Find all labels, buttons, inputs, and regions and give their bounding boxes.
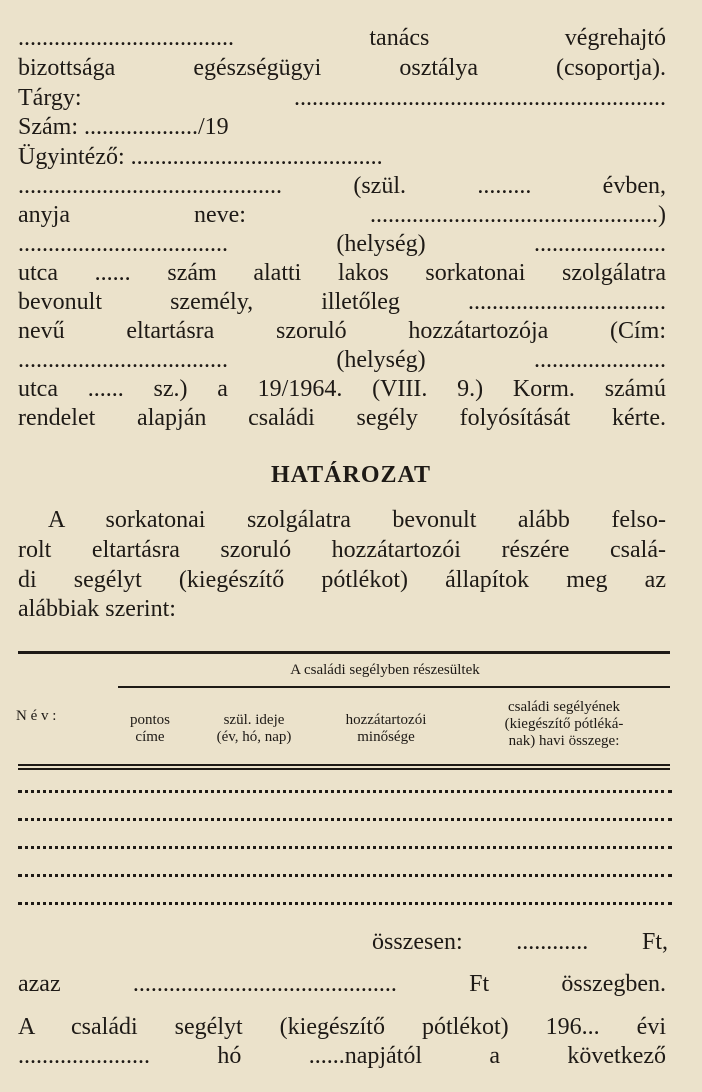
- table-header-rule-2: [18, 768, 670, 770]
- column-address-line-1: pontos: [129, 712, 170, 728]
- table-top-rule: [18, 651, 670, 654]
- column-birth-line-1: szül. ideje: [223, 712, 285, 728]
- column-relation-header: [320, 712, 452, 746]
- table-group-header: A családi segélyben részesültek: [290, 662, 480, 678]
- column-name-header: N é v :: [16, 708, 57, 724]
- column-birth-header: [188, 712, 320, 746]
- column-relation-line-1: hozzátartozói: [345, 712, 427, 728]
- column-address-line-2: címe: [135, 729, 165, 745]
- total-line: összesen: ............ Ft,: [372, 929, 668, 955]
- table-row: [18, 842, 672, 849]
- table-row: [18, 870, 672, 877]
- column-amount-line-1: családi segélyének: [507, 699, 621, 715]
- column-relation-line-2: minősége: [357, 729, 415, 745]
- table-row: [18, 898, 672, 905]
- number-line: Szám: .................../19: [18, 114, 229, 140]
- dependant-line: nevű eltartásra szoruló hozzátartozója (Cím:: [18, 318, 666, 344]
- column-amount-line-2: (kiegészítő pótléká-: [504, 716, 624, 732]
- enlisted-line: bevonult személy, illetőleg .................................: [18, 289, 666, 315]
- intro-line-1: A sorkatonai szolgálatra bevonult alább felso-: [48, 507, 666, 533]
- table-row: [18, 786, 672, 793]
- subject-line: Tárgy: ..............................................................: [18, 85, 666, 111]
- column-address-header: [110, 712, 190, 746]
- mother-name-line: anyja neve: ................................................): [18, 202, 666, 228]
- officer-line: Ügyintéző: ..........................................: [18, 144, 383, 170]
- intro-line-3: di segélyt (kiegészítő pótlékot) állapítok meg az: [18, 567, 666, 593]
- table-row: [18, 814, 672, 821]
- street-line-1: utca ...... szám alatti lakos sorkatonai szolgálatra: [18, 260, 666, 286]
- in-words-line: azaz ............................................ Ft összegben.: [18, 971, 666, 997]
- intro-line-4: alábbiak szerint:: [18, 596, 176, 622]
- table-group-rule: [118, 686, 670, 688]
- table-header-rule-1: [18, 764, 670, 766]
- start-day-line: ...................... hó ......napjától a következő: [18, 1043, 666, 1069]
- birth-line: ............................................ (szül. ......... évben,: [18, 173, 666, 199]
- intro-line-2: rolt eltartásra szoruló hozzátartozói részére csalá-: [18, 537, 666, 563]
- column-birth-line-2: (év, hó, nap): [216, 729, 292, 745]
- header-line-1: .................................... tanács végrehajtó: [18, 25, 666, 51]
- street-line-2: utca ...... sz.) a 19/1964. (VIII. 9.) Korm. számú: [18, 376, 666, 402]
- page-title: HATÁROZAT: [270, 462, 432, 488]
- column-amount-header: [452, 699, 676, 750]
- decree-line: rendelet alapján családi segély folyósítását kérte.: [18, 405, 666, 431]
- start-date-line: A családi segélyt (kiegészítő pótlékot) 196... évi: [18, 1014, 666, 1040]
- header-line-2: bizottsága egészségügyi osztálya (csoportja).: [18, 55, 666, 81]
- column-amount-line-3: nak) havi összege:: [508, 733, 620, 749]
- locality-line-1: ................................... (helység) ......................: [18, 231, 666, 257]
- locality-line-2: ................................... (helység) ......................: [18, 347, 666, 373]
